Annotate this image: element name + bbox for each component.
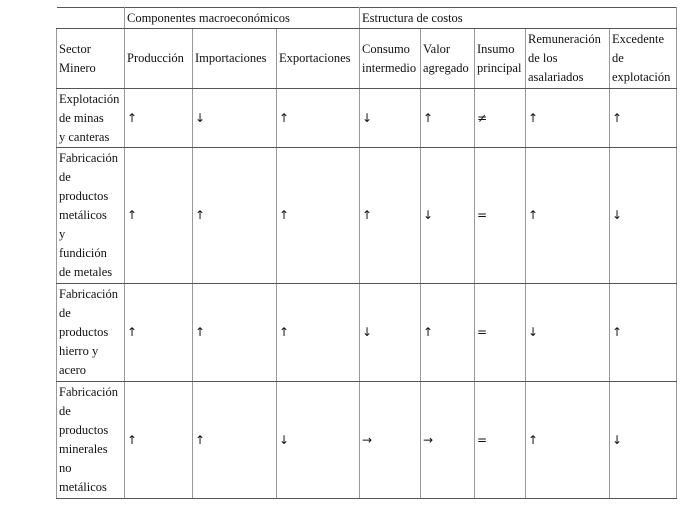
remuneracion-cell: ↑ (526, 382, 610, 499)
macro-group-header: Componentes macroeconómicos (125, 8, 360, 29)
produccion-header: Producción (125, 29, 193, 89)
excedente-cell: ↑ (610, 89, 677, 148)
consumo-cell: ↓ (360, 89, 421, 148)
insumo-cell: = (475, 284, 526, 382)
insumo-header: Insumo principal (475, 29, 526, 89)
importaciones-cell: ↓ (193, 89, 277, 148)
insumo-cell: = (475, 382, 526, 499)
sector-header: Sector Minero (57, 29, 125, 89)
remuneracion-cell: ↑ (526, 89, 610, 148)
exportaciones-header: Exportaciones (277, 29, 360, 89)
importaciones-cell: ↑ (193, 148, 277, 284)
table-row (57, 148, 677, 284)
valor-cell: ↑ (421, 89, 475, 148)
excedente-cell: ↓ (610, 382, 677, 499)
insumo-cell: ≠ (475, 89, 526, 148)
valor-cell: → (421, 382, 475, 499)
produccion-cell: ↑ (125, 89, 193, 148)
importaciones-cell: ↑ (193, 382, 277, 499)
valor-cell: ↑ (421, 284, 475, 382)
consumo-cell: ↑ (360, 148, 421, 284)
remuneracion-cell: ↓ (526, 284, 610, 382)
valor-header: Valor agregado (421, 29, 475, 89)
excedente-cell: ↓ (610, 148, 677, 284)
table-row (57, 284, 677, 382)
remuneracion-cell: ↑ (526, 148, 610, 284)
sector-cell: Fabricación de productos minerales no metálicos (57, 382, 125, 499)
produccion-cell: ↑ (125, 284, 193, 382)
column-header-row (57, 29, 677, 89)
insumo-cell: = (475, 148, 526, 284)
consumo-cell: ↓ (360, 284, 421, 382)
excedente-cell: ↑ (610, 284, 677, 382)
importaciones-header: Importaciones (193, 29, 277, 89)
group-header-row (57, 8, 677, 29)
valor-cell: ↓ (421, 148, 475, 284)
exportaciones-cell: ↓ (277, 382, 360, 499)
excedente-header: Excedente de explotación (610, 29, 677, 89)
exportaciones-cell: ↑ (277, 89, 360, 148)
consumo-header: Consumo intermedio (360, 29, 421, 89)
remuneracion-header: Remuneración de los asalariados (526, 29, 610, 89)
empty-corner-cell (57, 8, 125, 29)
sector-table (56, 7, 677, 499)
table-row (57, 89, 677, 148)
produccion-cell: ↑ (125, 382, 193, 499)
produccion-cell: ↑ (125, 148, 193, 284)
importaciones-cell: ↑ (193, 284, 277, 382)
exportaciones-cell: ↑ (277, 148, 360, 284)
consumo-cell: → (360, 382, 421, 499)
table-row (57, 382, 677, 499)
sector-cell: Explotación de minas y canteras (57, 89, 125, 148)
sector-cell: Fabricación de productos metálicos y fundición de metales (57, 148, 125, 284)
sector-cell: Fabricación de productos hierro y acero (57, 284, 125, 382)
costs-group-header: Estructura de costos (360, 8, 677, 29)
exportaciones-cell: ↑ (277, 284, 360, 382)
